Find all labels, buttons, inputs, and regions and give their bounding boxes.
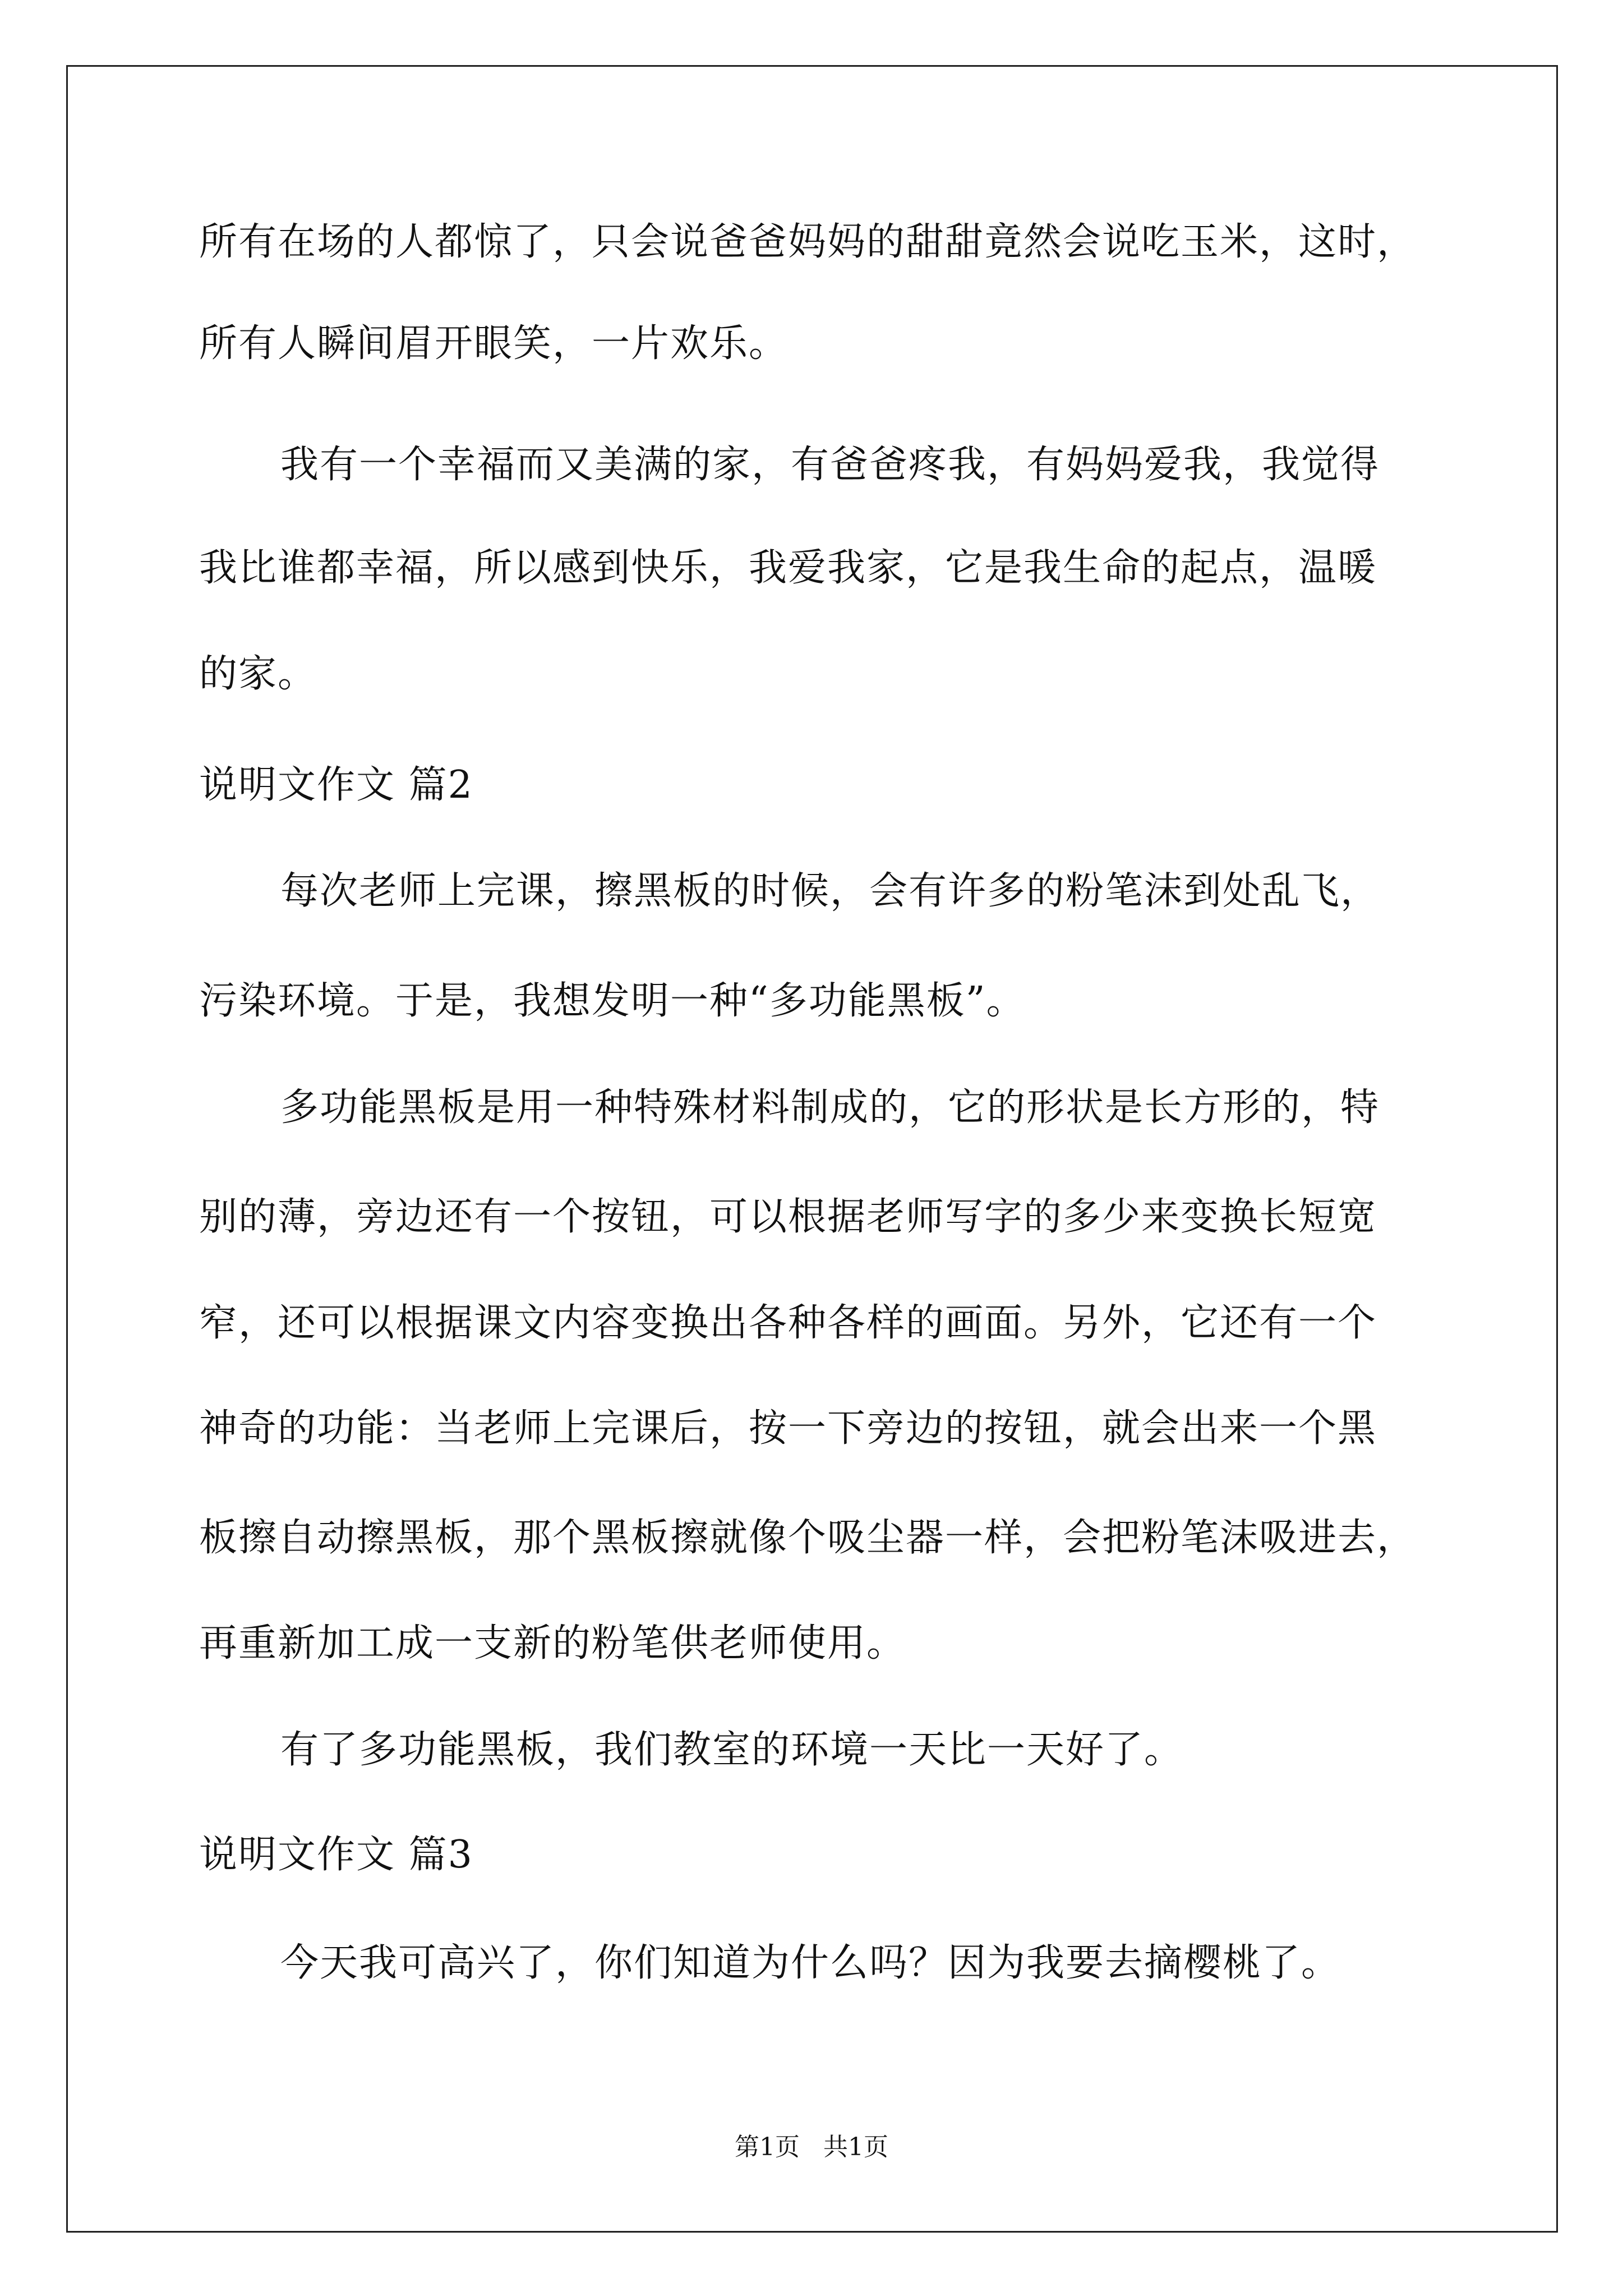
paragraph-line: 我比谁都幸福，所以感到快乐，我爱我家，它是我生命的起点，温暖	[199, 546, 1377, 590]
paragraph-line: 窄，还可以根据课文内容变换出各种各样的画面。另外，它还有一个	[199, 1301, 1377, 1345]
page-total: 共1页	[823, 2133, 888, 2161]
paragraph-line: 污染环境。于是，我想发明一种“多功能黑板”。	[199, 979, 1026, 1023]
paragraph-line: 每次老师上完课，擦黑板的时候，会有许多的粉笔沫到处乱飞，	[280, 869, 1380, 913]
paragraph-line: 所有在场的人都惊了，只会说爸爸妈妈的甜甜竟然会说吃玉米，这时，	[199, 220, 1417, 264]
paragraph-line: 神奇的功能：当老师上完课后，按一下旁边的按钮，就会出来一个黑	[199, 1406, 1377, 1451]
paragraph-line: 我有一个幸福而又美满的家，有爸爸疼我，有妈妈爱我，我觉得	[280, 443, 1380, 487]
paragraph-line: 今天我可高兴了，你们知道为什么吗？因为我要去摘樱桃了。	[280, 1941, 1341, 1985]
paragraph-line: 有了多功能黑板，我们教室的环境一天比一天好了。	[280, 1728, 1184, 1772]
section-heading: 说明文作文 篇2	[199, 763, 473, 807]
page-number: 第1页	[735, 2133, 800, 2161]
page-border	[66, 65, 1558, 2233]
paragraph-line: 所有人瞬间眉开眼笑，一片欢乐。	[199, 321, 789, 366]
paragraph-line: 多功能黑板是用一种特殊材料制成的，它的形状是长方形的，特	[280, 1085, 1380, 1130]
paragraph-line: 别的薄，旁边还有一个按钮，可以根据老师写字的多少来变换长短宽	[199, 1195, 1377, 1239]
paragraph-line: 的家。	[199, 652, 317, 696]
section-heading: 说明文作文 篇3	[199, 1833, 473, 1877]
page-footer	[0, 2132, 1623, 2163]
paragraph-line: 再重新加工成一支新的粉笔供老师使用。	[199, 1621, 906, 1665]
paragraph-line: 板擦自动擦黑板，那个黑板擦就像个吸尘器一样，会把粉笔沫吸进去，	[199, 1516, 1417, 1560]
